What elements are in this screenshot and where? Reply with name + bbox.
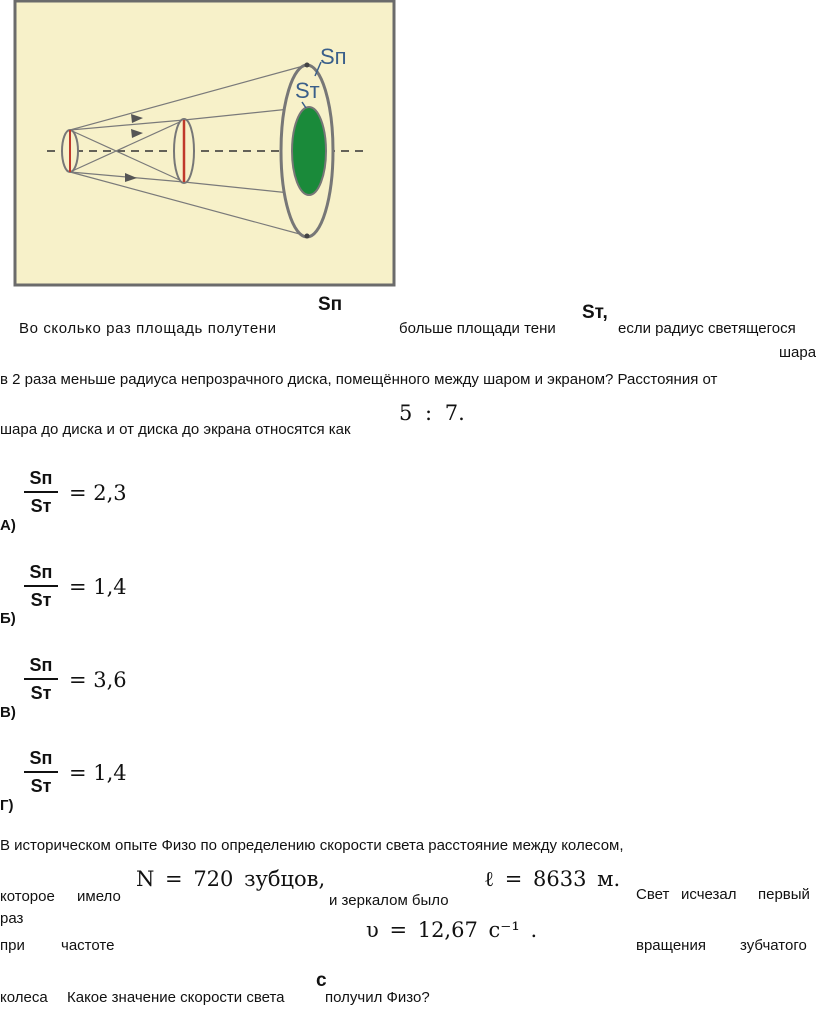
- fraction-bar: [24, 678, 58, 680]
- q1-text-part1: Во сколько раз площадь полутени: [19, 320, 277, 337]
- q1-st-symbol: Sт,: [582, 302, 608, 323]
- q1-sp-symbol: Sп: [318, 294, 343, 315]
- q2-word-kolesa: колеса: [0, 989, 48, 1006]
- answer-letter: А): [0, 517, 16, 534]
- ratio-fraction: [21, 654, 61, 704]
- fraction-numerator: Sп: [29, 748, 53, 768]
- q2-c-symbol: с: [316, 970, 327, 991]
- q1-text-line2: в 2 раза меньше радиуса непрозрачного диска, помещённого между шаром и экраном? Расстояния от: [0, 371, 718, 388]
- q2-word-pri: при: [0, 937, 25, 954]
- q1-text-part3b: шара: [779, 344, 816, 361]
- label-sp: Sп: [320, 44, 347, 69]
- fraction-bar: [24, 771, 58, 773]
- fraction-numerator: Sп: [29, 655, 53, 675]
- q2-formula-teeth: N = 720 зубцов,: [136, 867, 326, 891]
- q2-word-imelo: имело: [77, 888, 121, 905]
- q2-word-ischezal: исчезал: [681, 886, 737, 903]
- q2-line1: В историческом опыте Физо по определению скорости света расстояние между колесом,: [0, 837, 624, 854]
- q2-word-chastote: частоте: [61, 937, 115, 954]
- umbra-region: [292, 107, 326, 195]
- q1-text-part3: если радиус светящегося: [618, 320, 796, 337]
- fraction-denominator: Sт: [30, 589, 52, 610]
- ratio-fraction: [21, 467, 61, 517]
- q1-text-line3: шара до диска и от диска до экрана относятся как: [0, 421, 351, 438]
- fraction-bar: [24, 585, 58, 587]
- answer-letter: Б): [0, 610, 16, 627]
- answer-letter: В): [0, 704, 16, 721]
- q2-word-kakoe: Какое значение скорости света: [67, 989, 285, 1006]
- fraction-numerator: Sп: [29, 562, 53, 582]
- answer-value: = 1,4: [69, 575, 127, 599]
- q2-formula-frequency: υ = 12,67 с⁻¹ .: [366, 918, 538, 942]
- label-st: Sт: [295, 78, 320, 103]
- q1-ratio: 5 : 7.: [399, 401, 465, 425]
- answer-value: = 2,3: [69, 481, 127, 505]
- answer-letter: Г): [0, 797, 14, 814]
- q2-word-vrascheniya: вращения: [636, 937, 706, 954]
- q1-text-part2: больше площади тени: [399, 320, 556, 337]
- fraction-denominator: Sт: [30, 682, 52, 703]
- ratio-fraction: [21, 561, 61, 611]
- fraction-denominator: Sт: [30, 775, 52, 796]
- answer-value: = 3,6: [69, 668, 127, 692]
- ratio-fraction: [21, 747, 61, 797]
- q2-formula-distance: ℓ = 8633 м.: [484, 867, 621, 891]
- q2-word-zubchatogo: зубчатого: [740, 937, 807, 954]
- fraction-bar: [24, 491, 58, 493]
- penumbra-diagram: [13, 0, 397, 288]
- q2-word-kotoroe: которое: [0, 888, 55, 905]
- fraction-numerator: Sп: [29, 468, 53, 488]
- answer-value: = 1,4: [69, 761, 127, 785]
- q2-word-raz: раз: [0, 910, 24, 927]
- q2-word-svet: Свет: [636, 886, 670, 903]
- q2-word-poluchil: получил Физо?: [325, 989, 430, 1006]
- fraction-denominator: Sт: [30, 495, 52, 516]
- q2-word-mirror: и зеркалом было: [329, 892, 449, 909]
- q2-word-pervyi: первый: [758, 886, 810, 903]
